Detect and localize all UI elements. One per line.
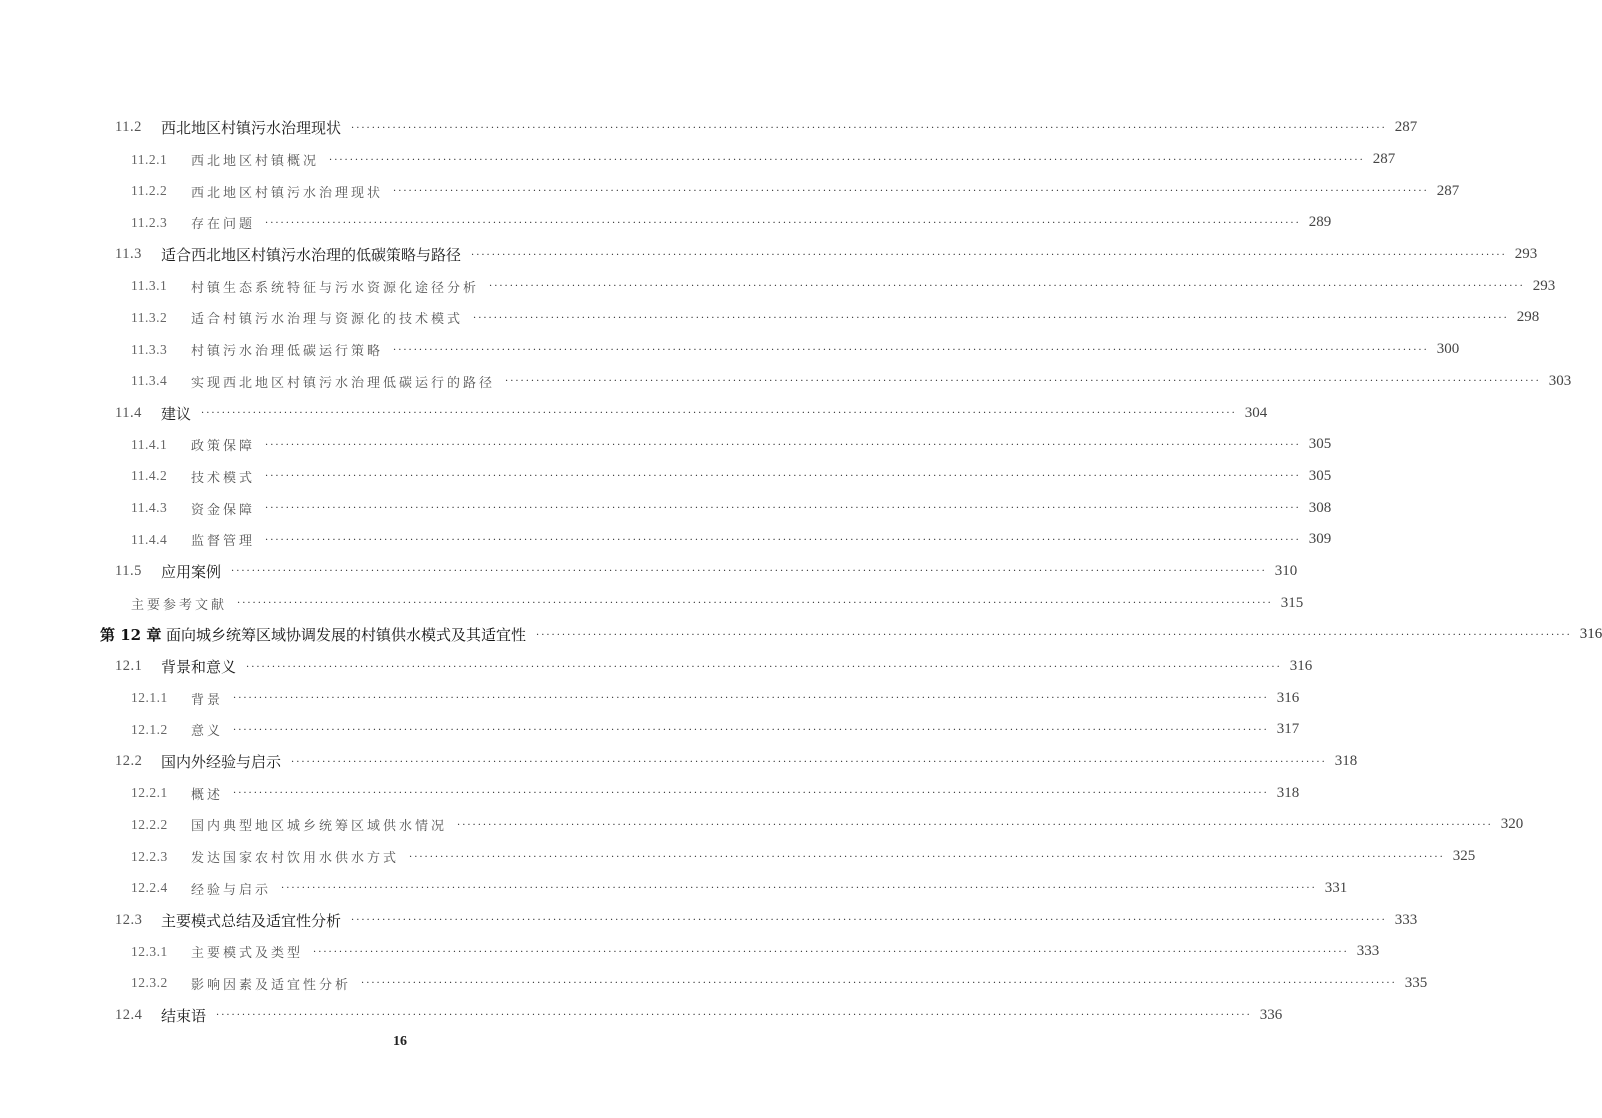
toc-entry-page: 298 bbox=[1516, 309, 1540, 326]
toc-entry-subsection[interactable] bbox=[0, 841, 1476, 873]
toc-entry-section[interactable] bbox=[0, 904, 1418, 936]
toc-entry-title: 村镇污水治理低碳运行策略 bbox=[191, 344, 384, 360]
toc-entry-title: 实现西北地区村镇污水治理低碳运行的路径 bbox=[191, 375, 496, 391]
toc-entry-title: 背景 bbox=[191, 692, 224, 708]
toc-entry-section[interactable] bbox=[0, 999, 1283, 1031]
dot-leader: ········································································································································································································ bbox=[265, 471, 1301, 483]
toc-entry-ref[interactable] bbox=[0, 587, 1304, 619]
toc-entry-title: 影响因素及适宜性分析 bbox=[191, 977, 352, 993]
toc-entry-subsection[interactable] bbox=[0, 207, 1332, 239]
dot-leader: ········································································································································································································ bbox=[237, 598, 1273, 610]
dot-leader: ········································································································································································································ bbox=[233, 724, 1269, 736]
toc-entry-subsection[interactable] bbox=[0, 175, 1460, 207]
toc-entry-number: 11.5 bbox=[115, 562, 142, 579]
toc-entry-title: 西北地区村镇概况 bbox=[191, 154, 320, 170]
toc-entry-subsection[interactable] bbox=[0, 270, 1556, 302]
dot-leader: ········································································································································································································ bbox=[281, 883, 1317, 895]
toc-entry-subsection[interactable] bbox=[0, 334, 1460, 366]
toc-entry-title: 西北地区村镇污水治理现状 bbox=[191, 185, 384, 201]
toc-entry-subsection[interactable] bbox=[0, 714, 1300, 746]
toc-entry-subsection[interactable] bbox=[0, 936, 1380, 968]
dot-leader: ········································································································································································································ bbox=[351, 122, 1387, 134]
toc-entry-page: 309 bbox=[1308, 531, 1332, 548]
toc-entry-number: 11.2.3 bbox=[131, 214, 168, 230]
toc-entry-page: 289 bbox=[1308, 214, 1332, 231]
dot-leader: ········································································································································································································ bbox=[313, 946, 1349, 958]
toc-entry-title: 监督管理 bbox=[191, 534, 256, 550]
dot-leader: ········································································································································································································ bbox=[246, 661, 1282, 673]
toc-entry-number: 12.3.2 bbox=[131, 975, 168, 991]
toc-entry-page: 316 bbox=[1289, 658, 1313, 675]
toc-entry-title: 适合村镇污水治理与资源化的技术模式 bbox=[191, 312, 464, 328]
toc-entry-number: 11.4.4 bbox=[131, 531, 168, 547]
toc-entry-number: 12.2.2 bbox=[131, 816, 168, 832]
toc-entry-title: 适合西北地区村镇污水治理的低碳策略与路径 bbox=[161, 246, 462, 265]
dot-leader: ········································································································································································································ bbox=[393, 186, 1429, 198]
toc-entry-title: 概述 bbox=[191, 787, 224, 803]
toc-entry-page: 333 bbox=[1356, 943, 1380, 960]
toc-entry-section[interactable] bbox=[0, 746, 1358, 778]
dot-leader: ········································································································································································································ bbox=[473, 312, 1509, 324]
toc-entry-title: 政策保障 bbox=[191, 439, 256, 455]
dot-leader: ········································································································································································································ bbox=[489, 281, 1525, 293]
toc-entry-number: 11.4.3 bbox=[131, 500, 168, 516]
toc-entry-number: 12.1.1 bbox=[131, 690, 168, 706]
dot-leader: ········································································································································································································ bbox=[233, 693, 1269, 705]
toc-entry-page: 315 bbox=[1280, 594, 1304, 611]
toc-entry-page: 287 bbox=[1372, 151, 1396, 168]
toc-entry-page: 333 bbox=[1394, 911, 1418, 928]
toc-entry-section[interactable] bbox=[0, 556, 1298, 588]
toc-entry-title: 背景和意义 bbox=[161, 658, 237, 677]
toc-entry-page: 335 bbox=[1404, 974, 1428, 991]
toc-entry-title: 经验与启示 bbox=[191, 882, 272, 898]
toc-entry-number: 12.1.2 bbox=[131, 721, 168, 737]
toc-entry-title: 结束语 bbox=[161, 1006, 207, 1025]
toc-entry-title: 主要参考文献 bbox=[131, 597, 228, 613]
toc-entry-number: 11.2.2 bbox=[131, 183, 168, 199]
toc-entry-page: 318 bbox=[1276, 784, 1300, 801]
toc-entry-section[interactable] bbox=[0, 651, 1313, 683]
toc-entry-number: 11.3.4 bbox=[131, 373, 168, 389]
toc-entry-title: 发达国家农村饮用水供水方式 bbox=[191, 851, 400, 867]
toc-entry-number: 12.2.3 bbox=[131, 848, 168, 864]
toc-entry-page: 300 bbox=[1436, 341, 1460, 358]
toc-entry-subsection[interactable] bbox=[0, 682, 1300, 714]
table-of-contents bbox=[0, 112, 1602, 1031]
dot-leader: ········································································································································································································ bbox=[265, 439, 1301, 451]
toc-entry-page: 308 bbox=[1308, 499, 1332, 516]
toc-entry-number: 12.3.1 bbox=[131, 943, 168, 959]
toc-entry-title: 国内典型地区城乡统筹区域供水情况 bbox=[191, 819, 448, 835]
toc-entry-title: 国内外经验与启示 bbox=[161, 753, 282, 772]
toc-entry-title: 资金保障 bbox=[191, 502, 256, 518]
toc-entry-page: 331 bbox=[1324, 879, 1348, 896]
toc-entry-subsection[interactable] bbox=[0, 809, 1524, 841]
toc-entry-page: 317 bbox=[1276, 721, 1300, 738]
toc-entry-title: 技术模式 bbox=[191, 470, 256, 486]
page-number: 16 bbox=[393, 1034, 407, 1049]
toc-entry-number: 12.2 bbox=[115, 753, 143, 770]
toc-entry-section[interactable] bbox=[0, 239, 1538, 271]
dot-leader: ········································································································································································································ bbox=[409, 851, 1445, 863]
toc-entry-number: 11.3.3 bbox=[131, 341, 168, 357]
toc-entry-page: 293 bbox=[1532, 277, 1556, 294]
toc-entry-number: 12.2.4 bbox=[131, 880, 168, 896]
dot-leader: ········································································································································································································ bbox=[329, 154, 1365, 166]
dot-leader: ········································································································································································································ bbox=[216, 1010, 1252, 1022]
dot-leader: ········································································································································································································ bbox=[265, 217, 1301, 229]
dot-leader: ········································································································································································································ bbox=[393, 344, 1429, 356]
toc-entry-subsection[interactable] bbox=[0, 302, 1540, 334]
toc-entry-page: 304 bbox=[1244, 404, 1268, 421]
toc-entry-chapter[interactable] bbox=[0, 619, 1602, 651]
toc-entry-title: 村镇生态系统特征与污水资源化途径分析 bbox=[191, 280, 480, 296]
toc-entry-subsection[interactable] bbox=[0, 873, 1348, 905]
toc-entry-page: 303 bbox=[1548, 372, 1572, 389]
dot-leader: ········································································································································································································ bbox=[536, 629, 1572, 641]
toc-entry-page: 325 bbox=[1452, 848, 1476, 865]
toc-entry-page: 305 bbox=[1308, 436, 1332, 453]
toc-entry-number: 11.2.1 bbox=[131, 151, 168, 167]
toc-entry-number: 11.2 bbox=[115, 119, 142, 136]
toc-entry-title: 存在问题 bbox=[191, 217, 256, 233]
dot-leader: ········································································································································································································ bbox=[233, 788, 1269, 800]
toc-entry-page: 287 bbox=[1436, 182, 1460, 199]
toc-entry-page: 318 bbox=[1334, 753, 1358, 770]
toc-entry-subsection[interactable] bbox=[0, 524, 1332, 556]
toc-entry-page: 316 bbox=[1579, 626, 1602, 643]
toc-entry-number: 11.4.2 bbox=[131, 468, 168, 484]
toc-entry-number: 12.4 bbox=[115, 1006, 143, 1023]
toc-entry-number: 11.4.1 bbox=[131, 436, 168, 452]
toc-entry-number: 11.3 bbox=[115, 246, 142, 263]
toc-entry-page: 316 bbox=[1276, 689, 1300, 706]
toc-entry-title: 主要模式总结及适宜性分析 bbox=[161, 911, 342, 930]
toc-entry-page: 293 bbox=[1514, 246, 1538, 263]
toc-entry-subsection[interactable] bbox=[0, 366, 1572, 398]
toc-entry-title: 应用案例 bbox=[161, 562, 222, 581]
toc-entry-section[interactable] bbox=[0, 397, 1268, 429]
dot-leader: ········································································································································································································ bbox=[361, 978, 1397, 990]
toc-entry-subsection[interactable] bbox=[0, 492, 1332, 524]
dot-leader: ········································································································································································································ bbox=[231, 566, 1267, 578]
toc-entry-number: 11.4 bbox=[115, 404, 142, 421]
toc-entry-title: 主要模式及类型 bbox=[191, 946, 304, 962]
toc-entry-section[interactable] bbox=[0, 112, 1418, 144]
toc-entry-page: 305 bbox=[1308, 467, 1332, 484]
toc-entry-subsection[interactable] bbox=[0, 968, 1428, 1000]
dot-leader: ········································································································································································································ bbox=[457, 819, 1493, 831]
toc-entry-subsection[interactable] bbox=[0, 777, 1300, 809]
toc-entry-page: 287 bbox=[1394, 119, 1418, 136]
toc-entry-page: 336 bbox=[1259, 1006, 1283, 1023]
toc-entry-number: 12.3 bbox=[115, 911, 143, 928]
dot-leader: ········································································································································································································ bbox=[471, 249, 1507, 261]
toc-entry-number: 12.2.1 bbox=[131, 785, 168, 801]
toc-entry-title: 面向城乡统筹区域协调发展的村镇供水模式及其适宜性 bbox=[166, 626, 527, 645]
toc-entry-subsection[interactable] bbox=[0, 429, 1332, 461]
dot-leader: ········································································································································································································ bbox=[291, 756, 1327, 768]
dot-leader: ········································································································································································································ bbox=[351, 915, 1387, 927]
toc-entry-subsection[interactable] bbox=[0, 461, 1332, 493]
toc-entry-title: 意义 bbox=[191, 724, 224, 740]
dot-leader: ········································································································································································································ bbox=[265, 534, 1301, 546]
toc-entry-number: 第 12 章 bbox=[100, 626, 162, 645]
toc-entry-number: 11.3.1 bbox=[131, 278, 168, 294]
dot-leader: ········································································································································································································ bbox=[201, 408, 1237, 420]
dot-leader: ········································································································································································································ bbox=[265, 503, 1301, 515]
toc-entry-number: 12.1 bbox=[115, 658, 143, 675]
toc-entry-title: 西北地区村镇污水治理现状 bbox=[161, 119, 342, 138]
toc-entry-title: 建议 bbox=[161, 404, 192, 423]
toc-entry-page: 310 bbox=[1274, 562, 1298, 579]
toc-entry-page: 320 bbox=[1500, 816, 1524, 833]
toc-entry-subsection[interactable] bbox=[0, 144, 1396, 176]
toc-entry-number: 11.3.2 bbox=[131, 309, 168, 325]
dot-leader: ········································································································································································································ bbox=[505, 376, 1541, 388]
